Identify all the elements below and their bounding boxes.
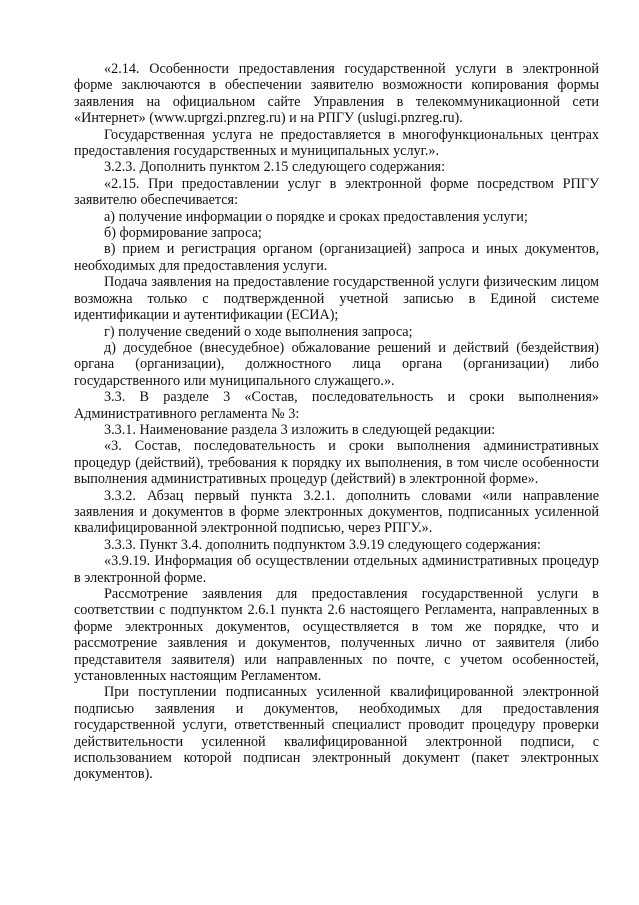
- paragraph-3-9-19: «3.9.19. Информация об осуществлении отдельных административных процедур в электронной форме.: [74, 553, 599, 586]
- list-item-a: а) получение информации о порядке и сроках предоставления услуги;: [104, 208, 528, 225]
- paragraph-mfc: Государственная услуга не предоставляется в многофункциональных центрах предоставления государственных и муниципальных услуг.».: [74, 126, 599, 160]
- list-item-v: в) прием и регистрация органом (организацией) запроса и иных документов, необходимых для предоставления услуги.: [74, 241, 599, 274]
- list-item-g: г) получение сведений о ходе выполнения запроса;: [104, 323, 413, 340]
- list-item-d: д) досудебное (внесудебное) обжалование решений и действий (бездействия) органа (организации), должностного лица органа (организации) либо государственного или муниципального служащего.».: [74, 339, 599, 389]
- document-page: [74, 61, 599, 783]
- paragraph-3-3-1: 3.3.1. Наименование раздела 3 изложить в следующей редакции:: [104, 421, 496, 438]
- paragraph-3-3-3: 3.3.3. Пункт 3.4. дополнить подпунктом 3.9.19 следующего содержания:: [104, 536, 541, 553]
- paragraph-2-15: «2.15. При предоставлении услуг в электронной форме посредством РПГУ заявителю обеспечивается:: [74, 175, 599, 209]
- paragraph-3-2-3: 3.2.3. Дополнить пунктом 2.15 следующего содержания:: [104, 159, 446, 176]
- paragraph-esia: Подача заявления на предоставление государственной услуги физическим лицом возможна только с подтвержденной учетной записью в Единой системе идентификации и аутентификации (ЕСИА);: [74, 274, 599, 324]
- paragraph-2-14: «2.14. Особенности предоставления государственной услуги в электронной форме заключаются в обеспечении заявителю возможности копирования формы заявления на официальном сайте Управления в телекоммуникационной сети «Интернет» (www.uprgzi.pnzreg.ru) и на РПГУ (uslugi.pnzreg.ru).: [74, 61, 599, 127]
- paragraph-3-3-2: 3.3.2. Абзац первый пункта 3.2.1. дополнить словами «или направление заявления и документов в форме электронных документов, подписанных усиленной квалифицированной электронной подписью, через РПГУ.».: [74, 487, 599, 537]
- paragraph-section-3-title: «3. Состав, последовательность и сроки выполнения административных процедур (действий), требования к порядку их выполнения, в том числе особенности выполнения административных процедур (действий) в электронной форме».: [74, 438, 599, 488]
- paragraph-3-3: 3.3. В разделе 3 «Состав, последовательность и сроки выполнения» Административного регламента № 3:: [74, 389, 599, 422]
- list-item-b: б) формирование запроса;: [104, 225, 262, 242]
- paragraph-review: Рассмотрение заявления для предоставления государственной услуги в соответствии с подпунктом 2.6.1 пункта 2.6 настоящего Регламента, направленных в форме электронных документов, осуществляется в том же порядке, что и рассмотрение заявления и документов, полученных лично от заявителя (либо представителя заявителя) или направленных по почте, с учетом особенностей, установленных настоящим Регламентом.: [74, 586, 599, 685]
- paragraph-signature-check: При поступлении подписанных усиленной квалифицированной электронной подписью заявления и документов, необходимых для предоставления государственной услуги, ответственный специалист проводит процедуру проверки действительности усиленной квалифицированной электронной подписи, с использованием которой подписан электронный документ (пакет электронных документов).: [74, 684, 599, 783]
